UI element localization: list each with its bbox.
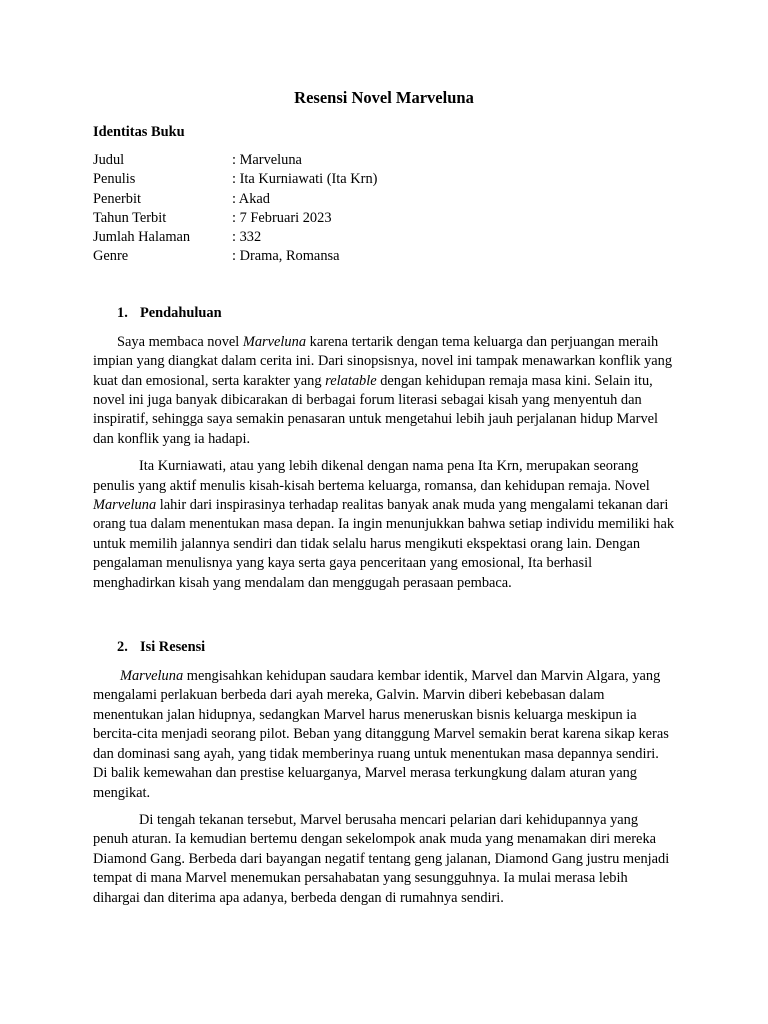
identity-key: Penerbit — [93, 190, 141, 207]
section-number: 1. — [117, 304, 128, 321]
paragraph: Saya membaca novel Marveluna karena tertarik dengan tema keluarga dan perjuangan meraih impian yang diangkat dalam cerita ini. Dari sinopsisnya, novel ini tampak menawarkan konflik yang kuat dan emosional, serta karakter yang relatable dengan kehidupan remaja masa kini. Selain itu, novel ini juga banyak dibicarakan di berbagai forum literasi sebagai kisah yang menyentuh dan inspiratif, sehingga saya semakin penasaran untuk mengetahui lebih jauh perjalanan hidup Marvel dan konflik yang ia hadapi. — [93, 333, 673, 447]
identity-row — [93, 209, 377, 228]
identity-row — [93, 228, 377, 247]
section-heading-isi-resensi — [93, 637, 675, 657]
identity-row — [93, 151, 377, 170]
identity-key: Jumlah Halaman — [93, 229, 191, 246]
identity-key: Penulis — [93, 171, 136, 188]
identity-key: Judul — [93, 152, 125, 168]
identity-value: : Drama, Romansa — [232, 248, 340, 265]
identity-value: : 7 Februari 2023 — [232, 209, 332, 226]
identity-key: Tahun Terbit — [93, 209, 167, 226]
identity-row — [93, 190, 377, 209]
section-heading-pendahuluan — [93, 303, 675, 323]
document-page — [93, 86, 675, 916]
identity-row — [93, 170, 377, 189]
identity-key: Genre — [93, 248, 129, 265]
identity-value: : Ita Kurniawati (Ita Krn) — [232, 171, 378, 188]
paragraph: Ita Kurniawati, atau yang lebih dikenal dengan nama pena Ita Krn, merupakan seorang penulis yang aktif menulis kisah-kisah bertema keluarga, romansa, dan kehidupan remaja. Novel Marveluna lahir dari inspirasinya terhadap realitas banyak anak muda yang mengalami tekanan dari orang tua dalam menentukan masa depan. Ia ingin menunjukkan bahwa setiap individu memiliki hak untuk memilih jalannya sendiri dan tidak selalu harus mengikuti ekspektasi orang lain. Dengan pengalaman menulisnya yang kaya serta gaya penceritaan yang emosional, Ita berhasil menghadirkan kisah yang mendalam dan menggugah perasaan pembaca. — [93, 458, 675, 591]
identity-value: : 332 — [232, 229, 262, 246]
section-number: 2. — [117, 639, 128, 656]
identity-table — [93, 151, 377, 267]
identity-row — [93, 247, 377, 266]
paragraph: Marveluna mengisahkan kehidupan saudara kembar identik, Marvel dan Marvin Algara, yang mengalami perlakuan berbeda dari ayah mereka, Galvin. Marvin diberi kebebasan dalam menentukan jalan hidupnya, sedangkan Marvel harus meneruskan bisnis keluarga meskipun ia bercita-cita menjadi seorang pilot. Beban yang ditanggung Marvel semakin berat karena sikap keras dan dominasi sang ayah, yang tidak memberinya ruang untuk menentukan masa depannya sendiri. Di balik kemewahan dan prestise keluarganya, Marvel merasa terkungkung dalam aturan yang mengikat. — [93, 668, 669, 801]
section-heading-text: Isi Resensi — [140, 639, 206, 656]
identity-value: : Marveluna — [232, 152, 302, 168]
paragraph: Di tengah tekanan tersebut, Marvel berusaha mencari pelarian dari kehidupannya yang penuh aturan. Ia kemudian bertemu dengan sekelompok anak muda yang menamakan diri mereka Diamond Gang. Berbeda dari bayangan negatif tentang geng jalanan, Diamond Gang justru menjadi tempat di mana Marvel menemukan persahabatan yang sesungguhnya. Ia mulai merasa lebih dihargai dan diterima apa adanya, berbeda dengan di rumahnya sendiri. — [93, 811, 670, 906]
identity-value: : Akad — [232, 190, 270, 207]
document-title: Resensi Novel Marveluna — [294, 88, 474, 107]
identity-label: Identitas Buku — [93, 124, 185, 140]
section-heading-text: Pendahuluan — [140, 304, 222, 321]
